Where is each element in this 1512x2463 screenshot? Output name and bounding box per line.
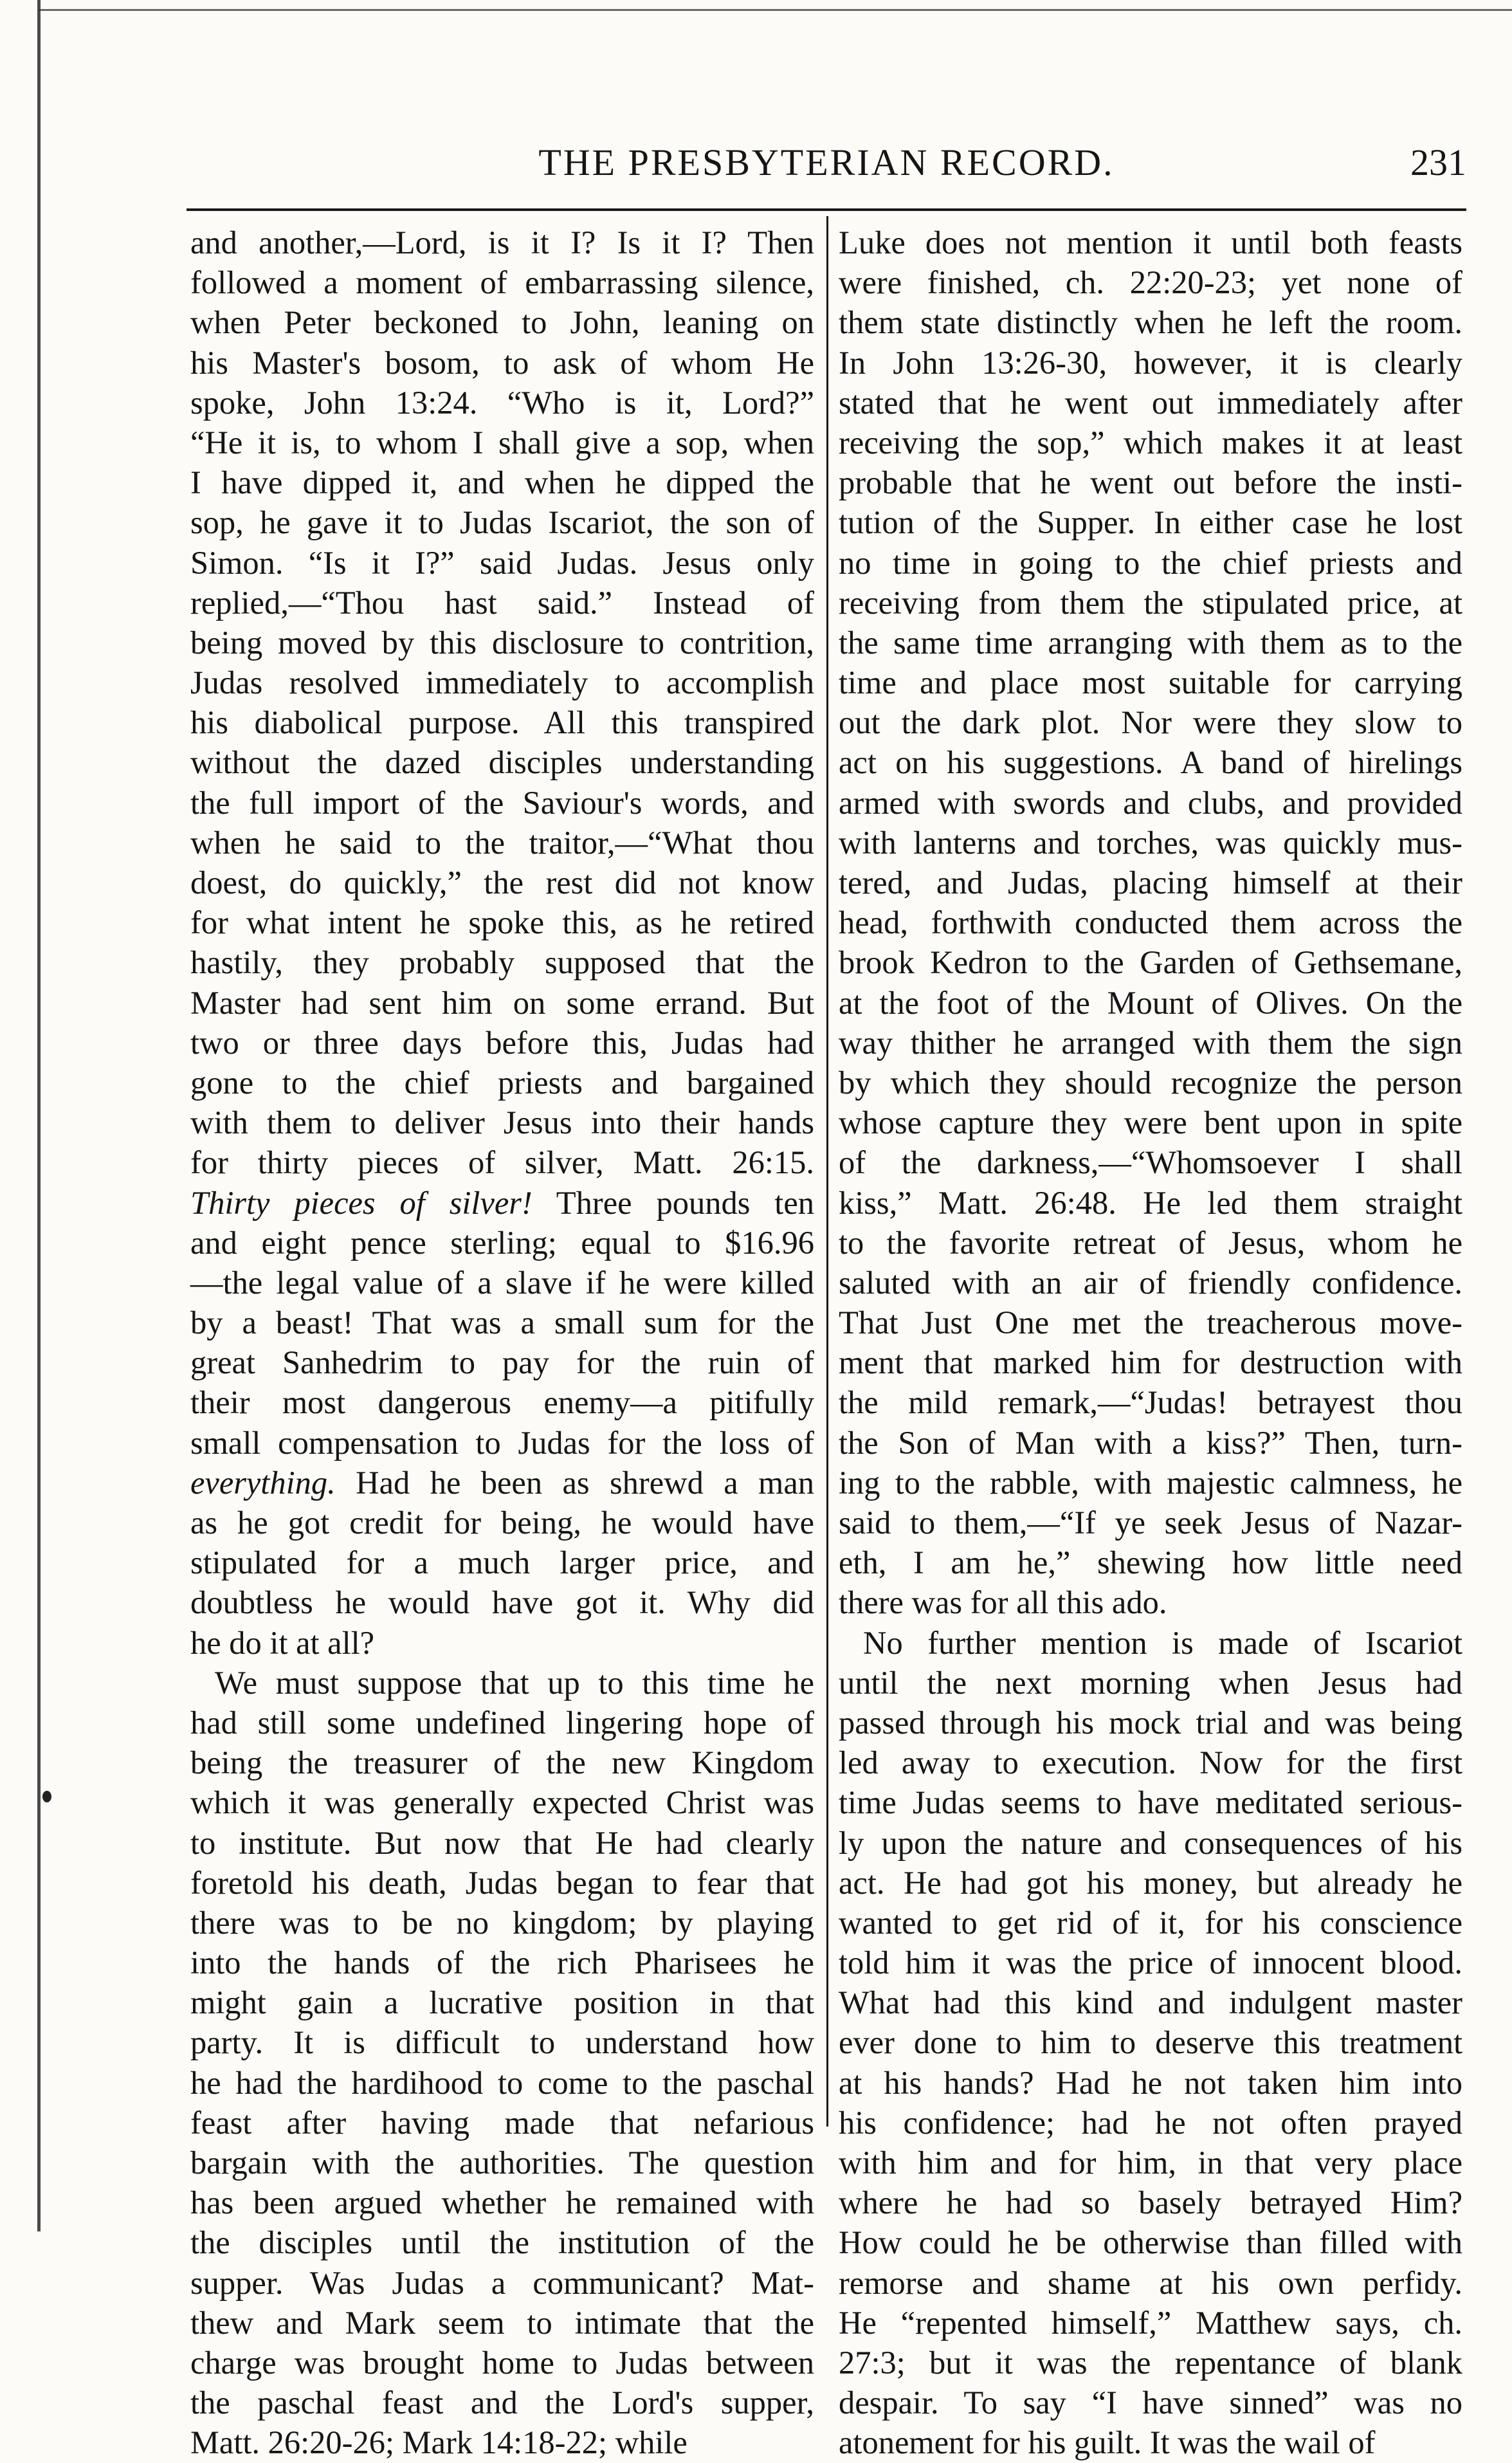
text-line: supper. Was Judas a communicant? Mat- — [190, 2264, 814, 2301]
text-line: charge was brought home to Judas between — [190, 2344, 814, 2381]
text-line: led away to execution. Now for the first — [839, 1744, 1462, 1781]
text-line: replied,—“Thou hast said.” Instead of — [190, 584, 814, 621]
text-line: How could he be otherwise than filled with — [839, 2224, 1462, 2261]
text-line: said to them,—“If ye seek Jesus of Nazar- — [839, 1505, 1462, 1541]
text-line: when Peter beckoned to John, leaning on — [190, 304, 814, 341]
text-line: his Master's bosom, to ask of whom He — [190, 344, 814, 381]
text-line: party. It is difficult to understand how — [190, 2024, 814, 2061]
text-line: without the dazed disciples understanding — [190, 744, 814, 781]
text-line: I have dipped it, and when he dipped the — [190, 464, 814, 501]
text-line: 27:3; but it was the repentance of blank — [839, 2344, 1462, 2381]
text-line: act. He had got his money, but already he — [839, 1864, 1462, 1901]
text-line: “He it is, to whom I shall give a sop, when — [190, 424, 814, 461]
text-line: at his hands? Had he not taken him into — [839, 2064, 1462, 2101]
right-column — [839, 223, 1462, 2463]
page-binding-edge — [37, 0, 41, 2231]
text-line: sop, he gave it to Judas Iscariot, the son of — [190, 504, 814, 541]
text-line: No further mention is made of Iscariot — [863, 1624, 1462, 1661]
text-line: by a beast! That was a small sum for the — [190, 1305, 814, 1341]
text-line: Simon. “Is it I?” said Judas. Jesus only — [190, 544, 814, 581]
text-line: his confidence; had he not often prayed — [839, 2104, 1462, 2141]
text-line: of the darkness,—“Whomsoever I shall — [839, 1144, 1462, 1181]
text-line: with him and for him, in that very place — [839, 2145, 1462, 2181]
text-line: he do it at all? — [190, 1624, 375, 1661]
text-line: spoke, John 13:24. “Who is it, Lord?” — [190, 384, 814, 421]
text-line: has been argued whether he remained with — [190, 2184, 814, 2221]
text-line: feast after having made that nefarious — [190, 2104, 814, 2141]
text-line: Matt. 26:20-26; Mark 14:18-22; while — [190, 2424, 688, 2461]
text-line: kiss,” Matt. 26:48. He led them straight — [839, 1184, 1462, 1221]
text-line: with them to deliver Jesus into their hands — [190, 1104, 814, 1141]
text-line: eth, I am he,” shewing how little need — [839, 1544, 1462, 1581]
text-line: told him it was the price of innocent blood. — [839, 1945, 1462, 1981]
text-line: hastily, they probably supposed that the — [190, 944, 814, 981]
text-line: by which they should recognize the person — [839, 1064, 1462, 1101]
text-line: Luke does not mention it until both feasts — [839, 224, 1462, 261]
text-line: bargain with the authorities. The question — [190, 2145, 814, 2181]
text-line: Judas resolved immediately to accomplish — [190, 664, 814, 701]
text-line: there was for all this ado. — [839, 1584, 1167, 1621]
text-line: the Son of Man with a kiss?” Then, turn- — [839, 1424, 1462, 1461]
text-line: head, forthwith conducted them across the — [839, 904, 1462, 941]
text-line: had still some undefined lingering hope of — [190, 1704, 814, 1741]
text-line: the same time arranging with them as to the — [839, 624, 1462, 661]
text-line: armed with swords and clubs, and provided — [839, 784, 1462, 821]
text-line: the paschal feast and the Lord's supper, — [190, 2385, 814, 2421]
text-line: atonement for his guilt. It was the wail of — [839, 2424, 1376, 2461]
text-line: whose capture they were bent upon in spite — [839, 1104, 1462, 1141]
text-line: his diabolical purpose. All this transpired — [190, 704, 814, 741]
text-line: where he had so basely betrayed Him? — [839, 2184, 1462, 2221]
text-line: stipulated for a much larger price, and — [190, 1544, 814, 1581]
text-line: doest, do quickly,” the rest did not know — [190, 865, 814, 901]
left-column — [190, 223, 814, 2463]
running-header — [187, 140, 1466, 205]
text-line: doubtless he would have got it. Why did — [190, 1584, 814, 1621]
column-divider — [826, 216, 828, 2127]
text-line: That Just One met the treacherous move- — [839, 1305, 1462, 1341]
margin-mark — [42, 1791, 51, 1802]
text-line: out the dark plot. Nor were they slow to — [839, 704, 1462, 741]
text-line: when he said to the traitor,—“What thou — [190, 824, 814, 861]
text-line: everything. Had he been as shrewd a man — [190, 1464, 814, 1501]
text-line: and eight pence sterling; equal to $16.96 — [190, 1224, 814, 1261]
text-line: wanted to get rid of it, for his conscience — [839, 1904, 1462, 1941]
text-line: into the hands of the rich Pharisees he — [190, 1945, 814, 1981]
text-line: gone to the chief priests and bargained — [190, 1064, 814, 1101]
text-line: —the legal value of a slave if he were killed — [190, 1264, 814, 1301]
text-line: probable that he went out before the insti- — [839, 464, 1462, 501]
text-line: and another,—Lord, is it I? Is it I? Then — [190, 224, 814, 261]
running-title: THE PRESBYTERIAN RECORD. — [538, 142, 1115, 183]
text-line: ly upon the nature and consequences of his — [839, 1824, 1462, 1861]
text-line: there was to be no kingdom; by playing — [190, 1904, 814, 1941]
text-line: them state distinctly when he left the room. — [839, 304, 1462, 341]
text-line: receiving the sop,” which makes it at least — [839, 424, 1462, 461]
text-line: great Sanhedrim to pay for the ruin of — [190, 1344, 814, 1381]
text-line: saluted with an air of friendly confidence. — [839, 1264, 1462, 1301]
text-line: brook Kedron to the Garden of Gethsemane, — [839, 944, 1462, 981]
text-line: to the favorite retreat of Jesus, whom he — [839, 1224, 1462, 1261]
text-line: to institute. But now that He had clearly — [190, 1824, 814, 1861]
text-line: thew and Mark seem to intimate that the — [190, 2304, 814, 2341]
text-line: being moved by this disclosure to contrition, — [190, 624, 814, 661]
text-line: followed a moment of embarrassing silence, — [190, 264, 814, 301]
text-line: despair. To say “I have sinned” was no — [839, 2385, 1462, 2421]
text-line: as he got credit for being, he would have — [190, 1505, 814, 1541]
text-line: Master had sent him on some errand. But — [190, 984, 814, 1021]
text-line: might gain a lucrative position in that — [190, 1984, 814, 2021]
text-line: no time in going to the chief priests and — [839, 544, 1462, 581]
text-line: He “repented himself,” Matthew says, ch. — [839, 2304, 1462, 2341]
text-line: way thither he arranged with them the sign — [839, 1024, 1462, 1061]
text-line: the disciples until the institution of the — [190, 2224, 814, 2261]
text-line: In John 13:26-30, however, it is clearly — [839, 344, 1462, 381]
header-rule — [187, 208, 1466, 211]
page-top-rule — [39, 9, 1512, 11]
text-line: the mild remark,—“Judas! betrayest thou — [839, 1384, 1462, 1421]
text-line: their most dangerous enemy—a pitifully — [190, 1384, 814, 1421]
text-line: receiving from them the stipulated price, at — [839, 584, 1462, 621]
text-line: were finished, ch. 22:20-23; yet none of — [839, 264, 1462, 301]
text-line: ever done to him to deserve this treatment — [839, 2024, 1462, 2061]
text-line: which it was generally expected Christ was — [190, 1784, 814, 1821]
text-line: the full import of the Saviour's words, and — [190, 784, 814, 821]
text-line: time and place most suitable for carrying — [839, 664, 1462, 701]
text-line: for what intent he spoke this, as he retired — [190, 904, 814, 941]
text-line: What had this kind and indulgent master — [839, 1984, 1462, 2021]
text-line: two or three days before this, Judas had — [190, 1024, 814, 1061]
text-line: at the foot of the Mount of Olives. On the — [839, 984, 1462, 1021]
text-line: tered, and Judas, placing himself at their — [839, 865, 1462, 901]
text-line: Thirty pieces of silver! Three pounds ten — [190, 1184, 814, 1221]
text-line: with lanterns and torches, was quickly mus- — [839, 824, 1462, 861]
text-line: act on his suggestions. A band of hirelings — [839, 744, 1462, 781]
text-line: ing to the rabble, with majestic calmness, he — [839, 1464, 1462, 1501]
text-line: ment that marked him for destruction with — [839, 1344, 1462, 1381]
text-line: tution of the Supper. In either case he lost — [839, 504, 1462, 541]
text-line: until the next morning when Jesus had — [839, 1664, 1462, 1701]
text-line: small compensation to Judas for the loss of — [190, 1424, 814, 1461]
text-line: he had the hardihood to come to the paschal — [190, 2064, 814, 2101]
text-line: time Judas seems to have meditated serious- — [839, 1784, 1462, 1821]
text-line: We must suppose that up to this time he — [215, 1664, 814, 1701]
text-line: passed through his mock trial and was being — [839, 1704, 1462, 1741]
text-line: stated that he went out immediately after — [839, 384, 1462, 421]
text-line: foretold his death, Judas began to fear that — [190, 1864, 814, 1901]
text-line: being the treasurer of the new Kingdom — [190, 1744, 814, 1781]
page-number: 231 — [1410, 142, 1466, 183]
text-line: remorse and shame at his own perfidy. — [839, 2264, 1462, 2301]
text-line: for thirty pieces of silver, Matt. 26:15. — [190, 1144, 814, 1181]
